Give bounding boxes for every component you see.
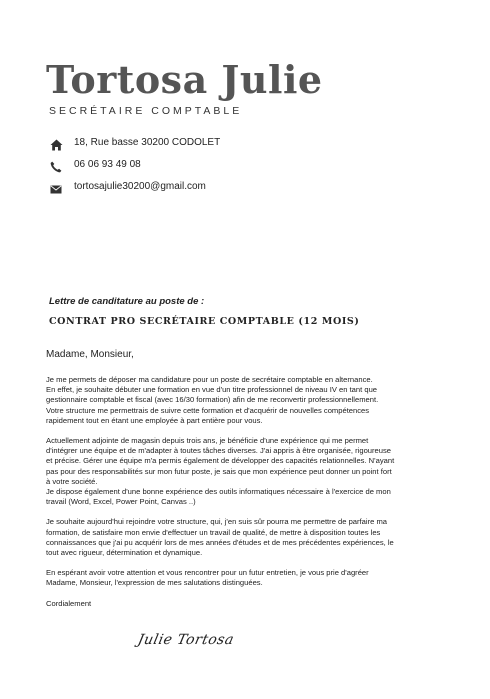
home-icon [49,138,63,152]
body-line: connaissances que j'ai pu acquérir lors de mes années d'études et de mes précédentes expériences, le [46,537,394,547]
body-line: Cordialement [46,598,92,608]
phone-text: 06 06 93 49 08 [74,159,141,170]
paragraph-experience [46,436,444,507]
paragraph-sign-off [46,599,444,609]
body-line: Je me permets de déposer ma candidature pour un poste de secrétaire comptable en alternance. [46,375,373,384]
body-line: rapidement tout en étant une employée à part entière pour vous. [46,415,263,425]
body-line: Votre structure me permettrais de suivre cette formation et d'acquérir de nouvelles compétences [46,405,370,415]
body-line: Je souhaite aujourd'hui rejoindre votre structure, qui, j'en suis sûr pourra me permettre de parfaire ma [46,517,387,527]
letter-intro: Lettre de canditature au poste de : [49,296,205,307]
body-line: et précise. Gérer une équipe m'a permis également de développer des capacités relationnelles. N'ayant [46,456,395,466]
body-line: Actuellement adjointe de magasin depuis trois ans, je bénéficie d'une expérience qui me permet [46,436,369,446]
paragraph-application [46,375,444,426]
body-line: gestionnaire comptable et fiscal (avec 16/30 formation) afin de me reconvertir professionnellement. [46,395,379,405]
body-line: tout avec rigueur, détermination et dynamique. [46,548,203,558]
address-text: 18, Rue basse 30200 CODOLET [74,137,221,148]
paragraph-closing [46,568,444,588]
phone-icon [49,160,63,174]
body-line: à votre société. [46,476,98,486]
body-line: d'intégrer une équipe et de m'adapter à toutes tâches diverses. J'ai appris à être organisée, rigoureuse [46,446,392,456]
handwritten-signature: Julie Tortosa [136,632,236,648]
contact-email [49,178,449,200]
position-title: CONTRAT PRO SECRÉTAIRE COMPTABLE (12 MOIS) [49,316,360,327]
contact-address [49,134,449,156]
email-text: tortosajulie30200@gmail.com [74,181,206,192]
applicant-name: Tortosa Julie [46,57,323,102]
letter-body [46,375,444,619]
body-line: En effet, je souhaite débuter une formation en vue d'un titre professionnel de niveau IV en tant que [46,385,378,395]
job-title: SECRÉTAIRE COMPTABLE [49,105,243,117]
mail-icon [49,182,63,196]
body-line: travail (Word, Excel, Power Point, Canvas ..) [46,497,196,507]
body-line: Je dispose également d'une bonne expérience des outils informatiques nécessaire à l'exercice de mon [46,487,391,497]
salutation: Madame, Monsieur, [46,349,134,360]
body-line: Madame, Monsieur, l'expression de mes salutations distinguées. [46,578,263,588]
paragraph-motivation [46,517,444,558]
body-line: formation, de satisfaire mon envie d'effectuer un travail de qualité, de mettre à disposition toutes les [46,527,381,537]
contact-phone [49,156,449,178]
contact-info [49,134,449,200]
body-line: En espérant avoir votre attention et vous rencontrer pour un futur entretien, je vous prie d'agréer [46,568,369,578]
body-line: pas pour des responsabilités sur mon futur poste, je sais que mon expérience peut donner un point fort [46,466,392,476]
